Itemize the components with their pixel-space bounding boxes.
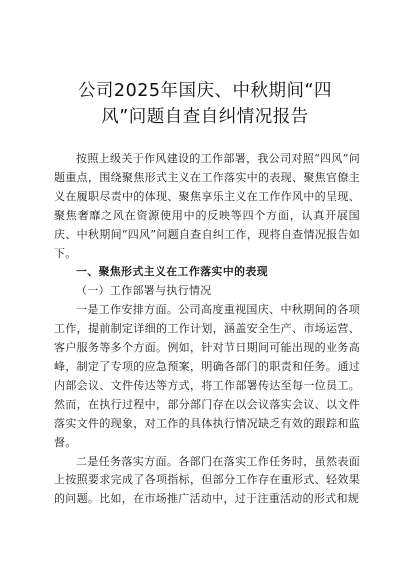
section-heading-1: 一、聚焦形式主义在工作落实中的表现: [76, 265, 269, 279]
title-line-1: 公司2025年国庆、中秋期间“四: [77, 81, 333, 101]
body-paragraph-1: 一是工作安排方面。公司高度重视国庆、中秋期间的各项工作，提前制定详细的工作计划，涵盖安全生产、市场运营、客户服务等多个方面。例如，针对节日期间可能出现的业务高峰，制定了专项的应急预案，明确各部门的职责和任务。通过内部会议、文件传达等方式，将工作部署传达至每一位员工。然而，在执行过程中，部分部门存在以会议落实会议、以文件落实文件的现象，对工作的具体执行情况缺乏有效的跟踪和监督。: [54, 303, 360, 449]
title-line-2: 风”问题自查自纠情况报告: [101, 107, 309, 127]
document-body: [54, 150, 360, 509]
document-title: [40, 78, 370, 130]
body-paragraph-2: 二是任务落实方面。各部门在落实工作任务时，虽然表面上按照要求完成了各项指标，但部分工作存在重形式、轻效果的问题。比如，在市场推广活动中，过于注重活动的形式和规: [54, 454, 360, 506]
intro-paragraph: 按照上级关于作风建设的工作部署，我公司对照“四风”问题重点，围绕聚焦形式主义在工作落实中的表现、聚焦官僚主义在履职尽责中的体现、聚焦享乐主义在工作作风中的呈现、聚焦奢靡之风在资源使用中的反映等四个方面，认真开展国庆、中秋期间“四风”问题自查自纠工作，现将自查情况报告如下。: [54, 152, 360, 260]
subsection-heading-1: （一）工作部署与执行情况: [76, 284, 212, 298]
